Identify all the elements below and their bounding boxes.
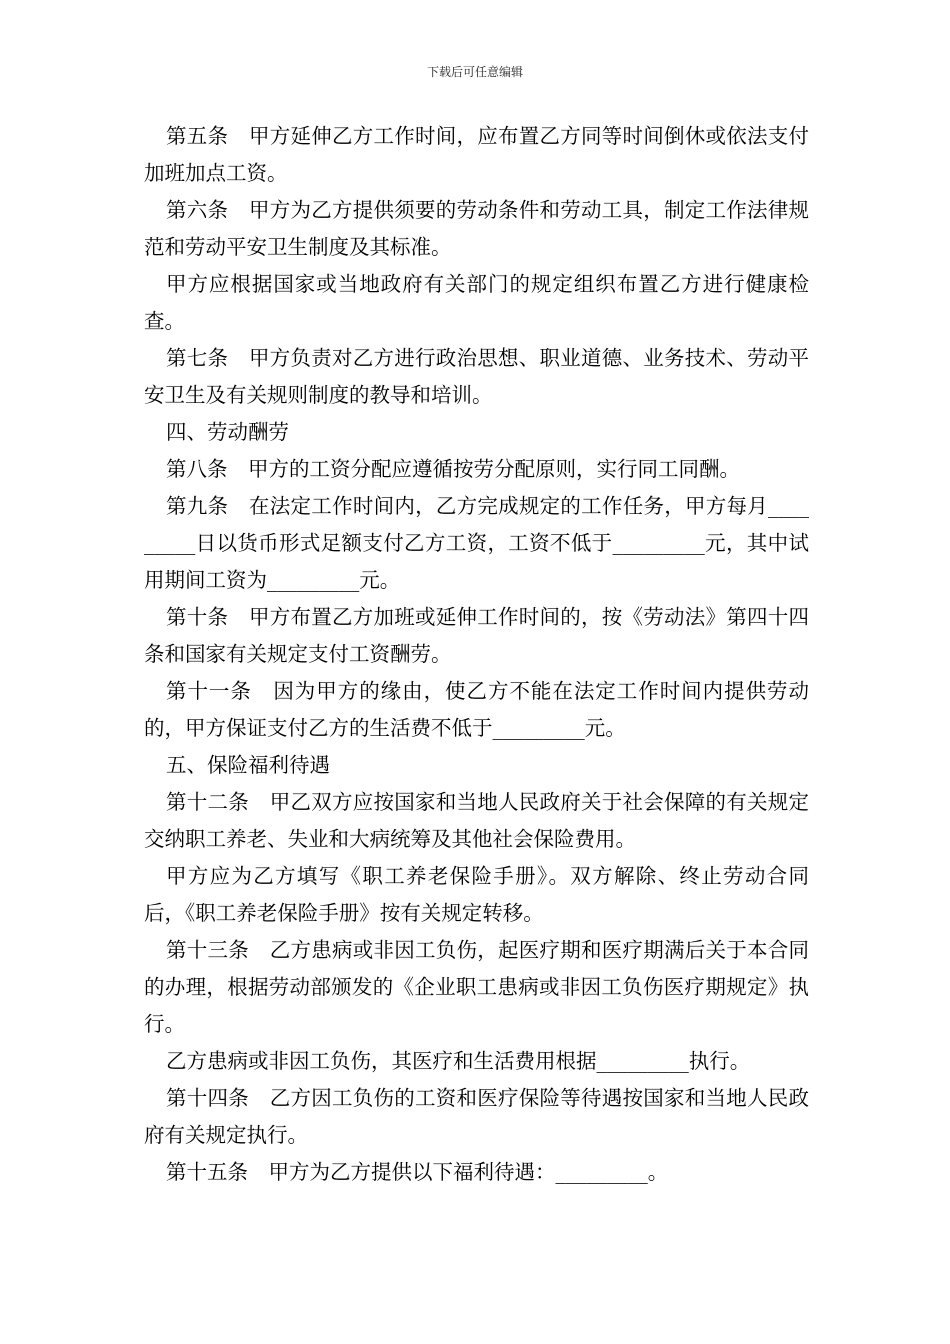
clause-14: 第十四条 乙方因工负伤的工资和医疗保险等待遇按国家和当地人民政府有关规定执行。	[144, 1086, 809, 1147]
clause-8: 第八条 甲方的工资分配应遵循按劳分配原则，实行同工同酬。	[166, 457, 740, 481]
contract-body	[144, 118, 809, 1191]
clause-10: 第十条 甲方布置乙方加班或延伸工作时间的，按《劳动法》第四十四条和国家有关规定支付工资酬劳。	[144, 605, 809, 666]
clause-6-health-check: 甲方应根据国家或当地政府有关部门的规定组织布置乙方进行健康检查。	[144, 272, 809, 333]
clause-5: 第五条 甲方延伸乙方工作时间，应布置乙方同等时间倒休或依法支付加班加点工资。	[144, 124, 809, 185]
clause-15: 第十五条 甲方为乙方提供以下福利待遇：_________。	[166, 1160, 669, 1184]
clause-11: 第十一条 因为甲方的缘由，使乙方不能在法定工作时间内提供劳动的，甲方保证支付乙方的生活费不低于_________元。	[144, 679, 809, 740]
clause-13: 第十三条 乙方患病或非因工负伤，起医疗期和医疗期满后关于本合同的办理，根据劳动部颁发的《企业职工患病或非因工负伤医疗期规定》执行。	[144, 938, 809, 1036]
clause-12: 第十二条 甲乙双方应按国家和当地人民政府关于社会保障的有关规定交纳职工养老、失业和大病统筹及其他社会保险费用。	[144, 790, 809, 851]
clause-13-medical-costs: 乙方患病或非因工负伤，其医疗和生活费用根据_________执行。	[166, 1049, 751, 1073]
clause-12-pension-handbook: 甲方应为乙方填写《职工养老保险手册》。双方解除、终止劳动合同后，《职工养老保险手册》按有关规定转移。	[144, 864, 809, 925]
clause-9: 第九条 在法定工作时间内，乙方完成规定的工作任务，甲方每月_________日以货币形式足额支付乙方工资，工资不低于_________元，其中试用期间工资为_________元。	[144, 494, 809, 592]
section-heading-insurance-welfare: 五、保险福利待遇	[166, 753, 330, 777]
header-note: 下载后可任意编辑	[426, 65, 523, 79]
section-heading-labor-pay: 四、劳动酬劳	[166, 420, 289, 444]
clause-6: 第六条 甲方为乙方提供须要的劳动条件和劳动工具，制定工作法律规范和劳动平安卫生制度及其标准。	[144, 198, 809, 259]
clause-7: 第七条 甲方负责对乙方进行政治思想、职业道德、业务技术、劳动平安卫生及有关规则制度的教导和培训。	[144, 346, 809, 407]
